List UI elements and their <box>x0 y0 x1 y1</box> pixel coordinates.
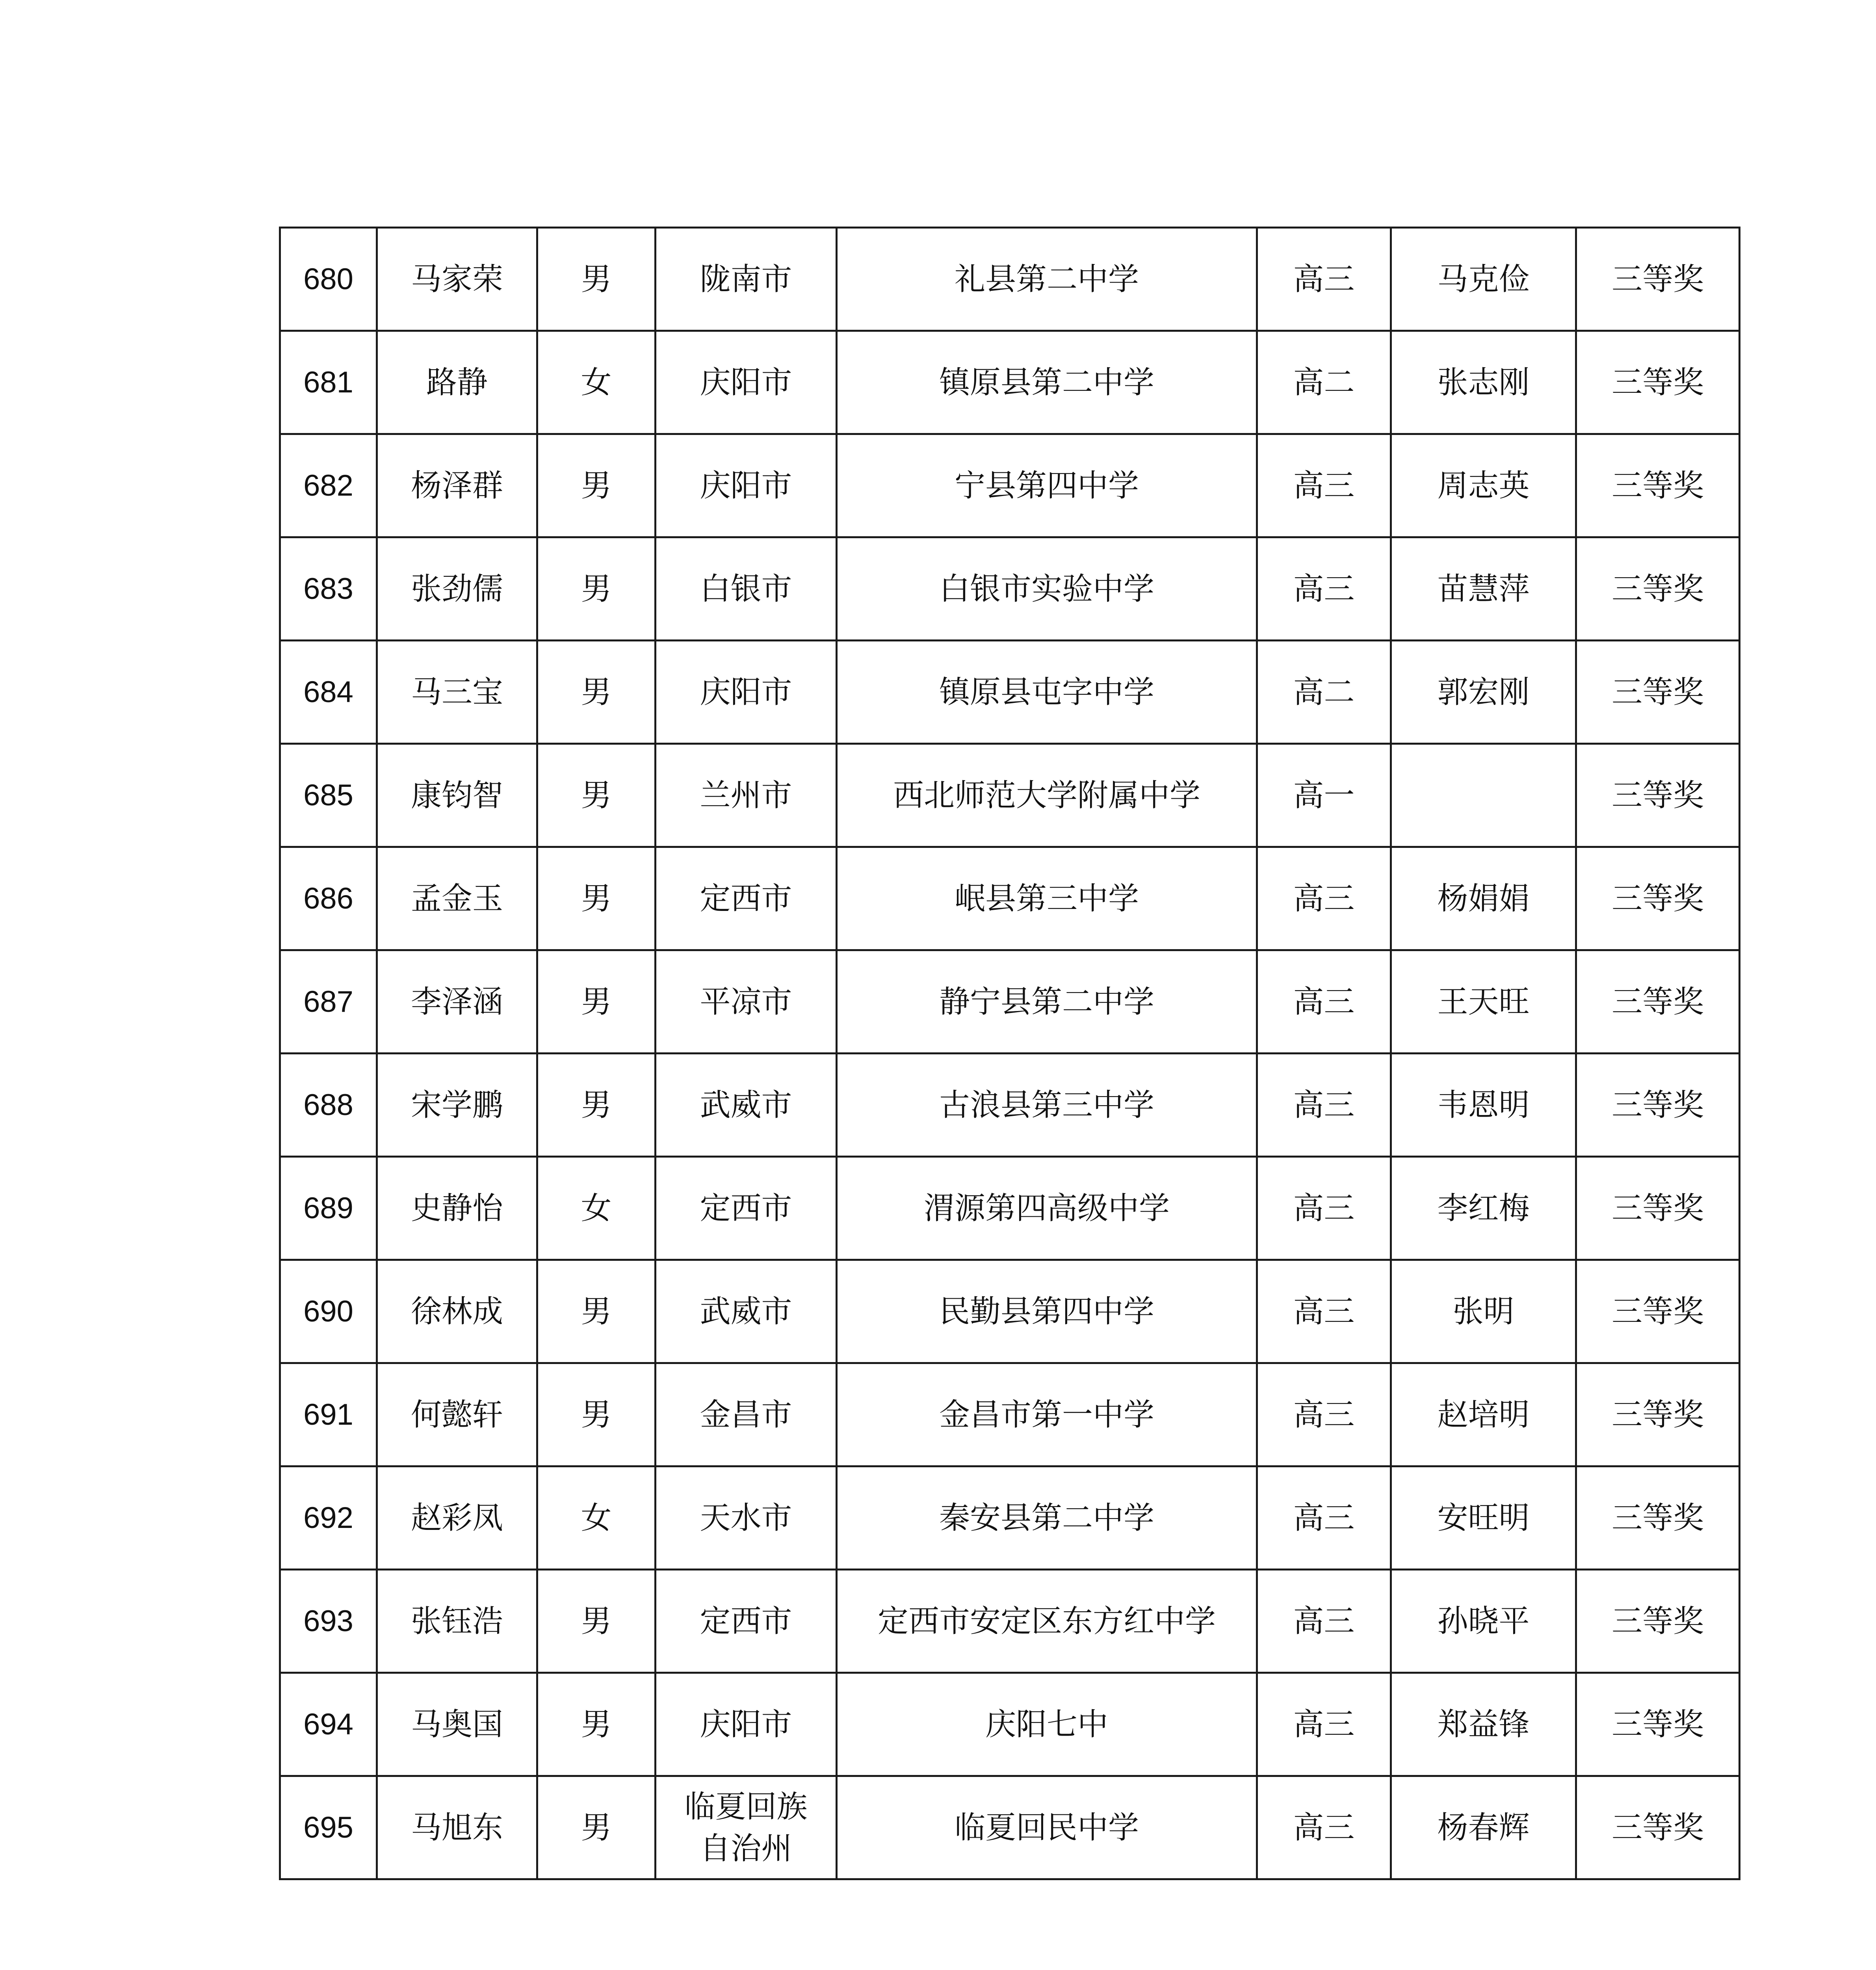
cell-grade: 高二 <box>1257 331 1391 434</box>
cell-grade: 高三 <box>1257 1157 1391 1260</box>
cell-award: 三等奖 <box>1576 641 1740 744</box>
cell-school: 静宁县第二中学 <box>837 950 1257 1054</box>
cell-id: 694 <box>280 1673 377 1776</box>
cell-award: 三等奖 <box>1576 950 1740 1054</box>
cell-teacher: 郭宏刚 <box>1391 641 1576 744</box>
cell-award: 三等奖 <box>1576 1363 1740 1466</box>
table-row <box>280 1260 1740 1363</box>
cell-teacher: 安旺明 <box>1391 1466 1576 1570</box>
cell-school: 金昌市第一中学 <box>837 1363 1257 1466</box>
table-row <box>280 1570 1740 1673</box>
cell-id: 680 <box>280 228 377 331</box>
cell-teacher <box>1391 744 1576 847</box>
awards-table <box>279 227 1740 1880</box>
cell-name: 杨泽群 <box>377 434 537 537</box>
table-row <box>280 228 1740 331</box>
table-row <box>280 744 1740 847</box>
table-row <box>280 1673 1740 1776</box>
cell-teacher: 马克俭 <box>1391 228 1576 331</box>
cell-award: 三等奖 <box>1576 1673 1740 1776</box>
cell-gender: 男 <box>537 1673 656 1776</box>
cell-award: 三等奖 <box>1576 1157 1740 1260</box>
cell-grade: 高三 <box>1257 1776 1391 1879</box>
table-row <box>280 1157 1740 1260</box>
region-line: 临夏回族 <box>684 1789 808 1825</box>
cell-school: 渭源第四高级中学 <box>837 1157 1257 1260</box>
cell-teacher: 郑益锋 <box>1391 1673 1576 1776</box>
cell-id: 693 <box>280 1570 377 1673</box>
cell-grade: 高三 <box>1257 1363 1391 1466</box>
cell-gender: 男 <box>537 537 656 641</box>
cell-region: 白银市 <box>656 537 837 641</box>
cell-id: 682 <box>280 434 377 537</box>
cell-region: 庆阳市 <box>656 1673 837 1776</box>
cell-school: 民勤县第四中学 <box>837 1260 1257 1363</box>
cell-grade: 高三 <box>1257 847 1391 950</box>
cell-teacher: 杨春辉 <box>1391 1776 1576 1879</box>
cell-school: 西北师范大学附属中学 <box>837 744 1257 847</box>
cell-name: 马家荣 <box>377 228 537 331</box>
cell-grade: 高三 <box>1257 1466 1391 1570</box>
cell-school: 秦安县第二中学 <box>837 1466 1257 1570</box>
cell-region: 兰州市 <box>656 744 837 847</box>
cell-award: 三等奖 <box>1576 847 1740 950</box>
cell-teacher: 张明 <box>1391 1260 1576 1363</box>
cell-name: 马三宝 <box>377 641 537 744</box>
cell-grade: 高三 <box>1257 1570 1391 1673</box>
cell-id: 688 <box>280 1054 377 1157</box>
cell-school: 庆阳七中 <box>837 1673 1257 1776</box>
cell-region: 定西市 <box>656 1157 837 1260</box>
cell-region: 金昌市 <box>656 1363 837 1466</box>
table-row <box>280 641 1740 744</box>
cell-region: 定西市 <box>656 1570 837 1673</box>
cell-teacher: 张志刚 <box>1391 331 1576 434</box>
cell-name: 张钰浩 <box>377 1570 537 1673</box>
cell-name: 徐林成 <box>377 1260 537 1363</box>
cell-gender: 男 <box>537 1260 656 1363</box>
region-line: 自治州 <box>700 1831 792 1866</box>
cell-gender: 男 <box>537 1054 656 1157</box>
table-row <box>280 1363 1740 1466</box>
cell-grade: 高二 <box>1257 641 1391 744</box>
table-row <box>280 847 1740 950</box>
cell-id: 681 <box>280 331 377 434</box>
cell-grade: 高三 <box>1257 434 1391 537</box>
cell-school: 礼县第二中学 <box>837 228 1257 331</box>
table-row <box>280 434 1740 537</box>
cell-award: 三等奖 <box>1576 537 1740 641</box>
cell-name: 张劲儒 <box>377 537 537 641</box>
cell-award: 三等奖 <box>1576 228 1740 331</box>
cell-teacher: 赵培明 <box>1391 1363 1576 1466</box>
cell-award: 三等奖 <box>1576 744 1740 847</box>
cell-award: 三等奖 <box>1576 1776 1740 1879</box>
cell-teacher: 李红梅 <box>1391 1157 1576 1260</box>
cell-region: 定西市 <box>656 847 837 950</box>
cell-award: 三等奖 <box>1576 434 1740 537</box>
cell-award: 三等奖 <box>1576 1054 1740 1157</box>
cell-gender: 男 <box>537 641 656 744</box>
cell-name: 史静怡 <box>377 1157 537 1260</box>
cell-id: 691 <box>280 1363 377 1466</box>
cell-gender: 男 <box>537 228 656 331</box>
table-row <box>280 1054 1740 1157</box>
cell-name: 赵彩凤 <box>377 1466 537 1570</box>
cell-region: 庆阳市 <box>656 331 837 434</box>
cell-name: 李泽涵 <box>377 950 537 1054</box>
cell-region: 平凉市 <box>656 950 837 1054</box>
cell-school: 宁县第四中学 <box>837 434 1257 537</box>
cell-id: 685 <box>280 744 377 847</box>
cell-region: 天水市 <box>656 1466 837 1570</box>
table-row <box>280 537 1740 641</box>
cell-school: 定西市安定区东方红中学 <box>837 1570 1257 1673</box>
cell-region: 武威市 <box>656 1054 837 1157</box>
cell-grade: 高三 <box>1257 1054 1391 1157</box>
cell-id: 690 <box>280 1260 377 1363</box>
cell-id: 692 <box>280 1466 377 1570</box>
table-row <box>280 950 1740 1054</box>
cell-region <box>656 1776 837 1879</box>
cell-school: 白银市实验中学 <box>837 537 1257 641</box>
table-row <box>280 1466 1740 1570</box>
cell-school: 古浪县第三中学 <box>837 1054 1257 1157</box>
cell-school: 镇原县屯字中学 <box>837 641 1257 744</box>
cell-name: 路静 <box>377 331 537 434</box>
cell-gender: 女 <box>537 1466 656 1570</box>
cell-name: 何懿轩 <box>377 1363 537 1466</box>
cell-name: 康钧智 <box>377 744 537 847</box>
cell-region: 武威市 <box>656 1260 837 1363</box>
cell-grade: 高三 <box>1257 1673 1391 1776</box>
cell-gender: 男 <box>537 847 656 950</box>
cell-region: 庆阳市 <box>656 641 837 744</box>
cell-school: 岷县第三中学 <box>837 847 1257 950</box>
cell-school: 临夏回民中学 <box>837 1776 1257 1879</box>
cell-teacher: 韦恩明 <box>1391 1054 1576 1157</box>
cell-id: 689 <box>280 1157 377 1260</box>
table-row <box>280 331 1740 434</box>
cell-award: 三等奖 <box>1576 1466 1740 1570</box>
cell-id: 695 <box>280 1776 377 1879</box>
cell-id: 684 <box>280 641 377 744</box>
cell-gender: 男 <box>537 1363 656 1466</box>
cell-grade: 高三 <box>1257 1260 1391 1363</box>
cell-gender: 男 <box>537 1570 656 1673</box>
cell-id: 687 <box>280 950 377 1054</box>
cell-id: 683 <box>280 537 377 641</box>
cell-grade: 高一 <box>1257 744 1391 847</box>
cell-grade: 高三 <box>1257 537 1391 641</box>
cell-gender: 男 <box>537 1776 656 1879</box>
cell-id: 686 <box>280 847 377 950</box>
cell-award: 三等奖 <box>1576 1260 1740 1363</box>
cell-teacher: 王天旺 <box>1391 950 1576 1054</box>
cell-grade: 高三 <box>1257 228 1391 331</box>
cell-award: 三等奖 <box>1576 331 1740 434</box>
cell-name: 宋学鹏 <box>377 1054 537 1157</box>
cell-teacher: 杨娟娟 <box>1391 847 1576 950</box>
cell-region: 庆阳市 <box>656 434 837 537</box>
cell-school: 镇原县第二中学 <box>837 331 1257 434</box>
cell-gender: 女 <box>537 1157 656 1260</box>
cell-grade: 高三 <box>1257 950 1391 1054</box>
cell-award: 三等奖 <box>1576 1570 1740 1673</box>
cell-teacher: 周志英 <box>1391 434 1576 537</box>
cell-teacher: 孙晓平 <box>1391 1570 1576 1673</box>
cell-name: 马旭东 <box>377 1776 537 1879</box>
table-row <box>280 1776 1740 1879</box>
cell-gender: 男 <box>537 434 656 537</box>
cell-gender: 女 <box>537 331 656 434</box>
cell-gender: 男 <box>537 950 656 1054</box>
cell-region: 陇南市 <box>656 228 837 331</box>
cell-teacher: 苗慧萍 <box>1391 537 1576 641</box>
cell-gender: 男 <box>537 744 656 847</box>
cell-name: 马奥国 <box>377 1673 537 1776</box>
cell-name: 孟金玉 <box>377 847 537 950</box>
